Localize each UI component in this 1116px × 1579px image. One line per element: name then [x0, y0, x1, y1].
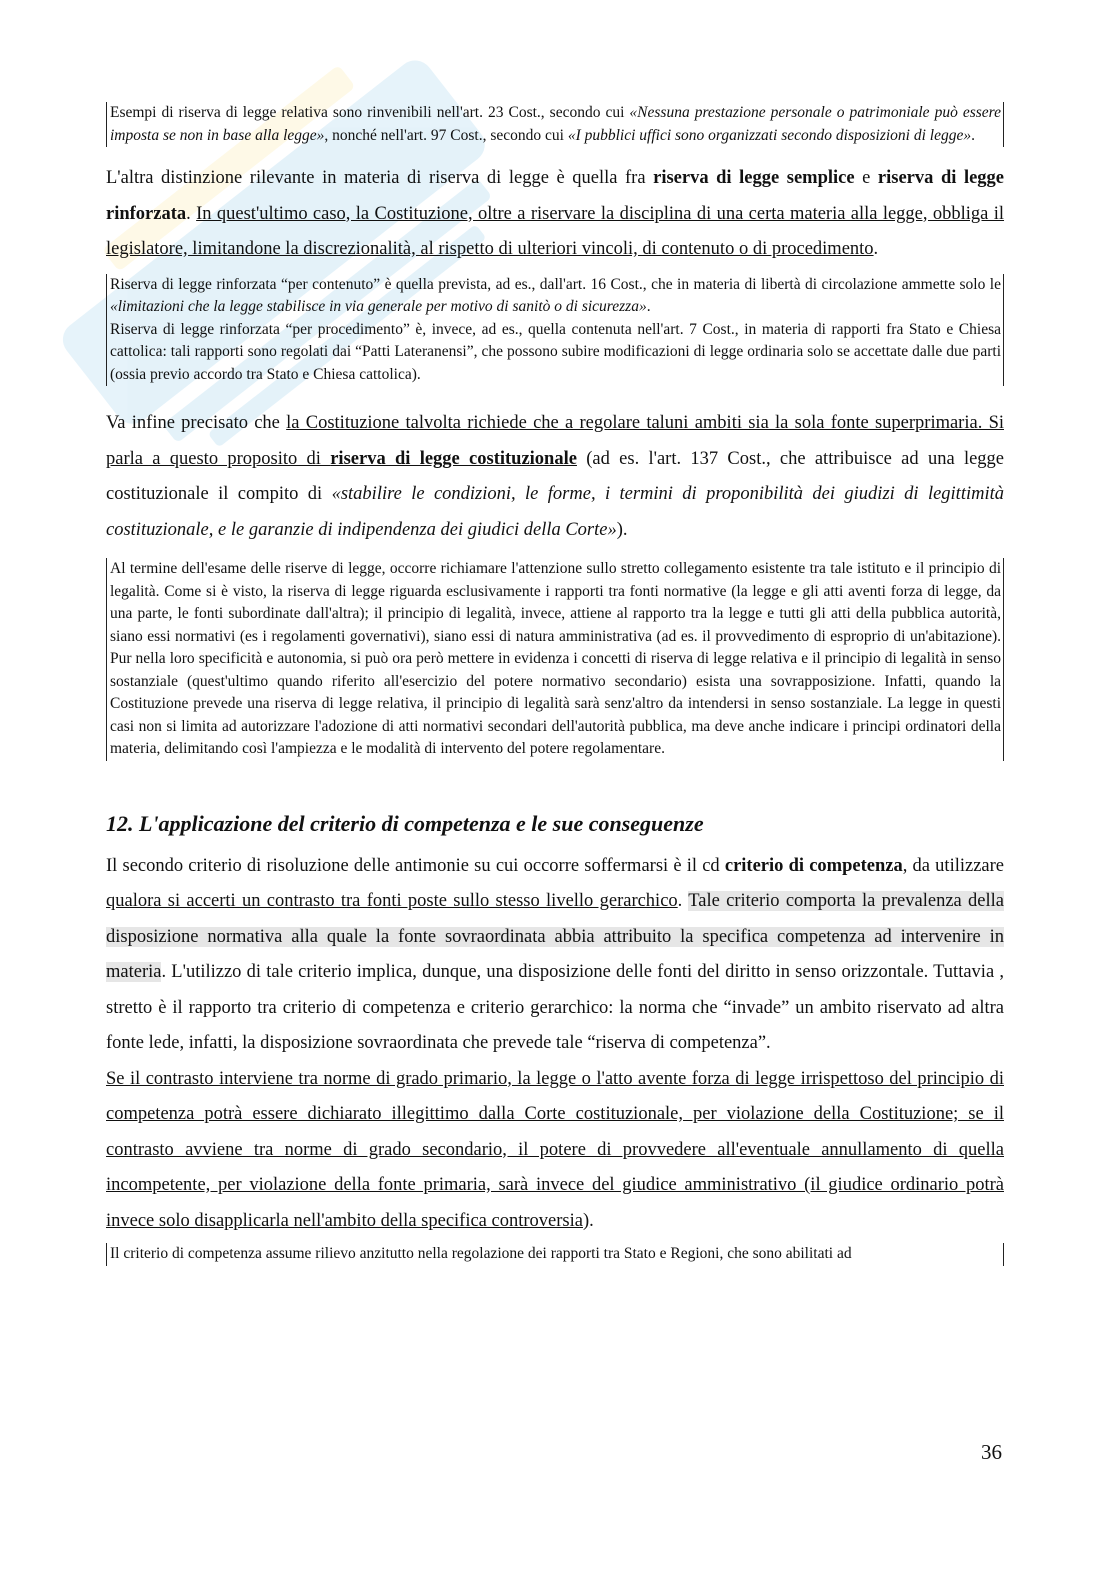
paragraph-riserva-rinforzata [106, 161, 1004, 268]
page-number: 36 [981, 1440, 1002, 1464]
note-line [110, 274, 1001, 319]
note-box-riserva-relativa [106, 102, 1004, 147]
highlighted-text: Tale criterio comporta la prevalenza della disposizione normativa alla quale la fonte sovraordinata abbia attribuito la specifica competenza ad intervenire in materia [106, 891, 1004, 982]
paragraph-contrasto [106, 1062, 1004, 1240]
text: . [677, 891, 689, 911]
text: , da utilizzare [902, 855, 1004, 876]
bold-term: criterio di competenza [724, 855, 903, 876]
underlined-text: In quest'ultimo caso, la Costituzione, oltre a riservare la disciplina di una certa materia alla legge, obbliga il legislatore, limitandone la discrezionalità, al rispetto di ulteriori vincoli, di contenuto o di procedimento [106, 203, 1005, 259]
text: , nonché nell'art. 97 Cost., secondo cui [324, 126, 568, 144]
quote: «I pubblici uffici sono organizzati secondo disposizioni di legge» [567, 126, 972, 144]
quote: «limitazioni che la legge stabilisce in via generale per motivo di sanitò o di sicurezza» [110, 298, 647, 315]
note-line: Riserva di legge rinforzata “per procedimento” è, invece, ad es., quella contenuta nell'art. 7 Cost., in materia di rapporti fra Stato e Chiesa cattolica: tali rapporti sono regolati dai “Patti Lateranensi”, che possono subire modificazioni di legge ordinaria solo se accettate dalle due parti (ossia previo accordo tra Stato e Chiesa cattolica). [110, 320, 1001, 383]
text: . L'utilizzo di tale criterio implica, dunque, una disposizione delle fonti del diritto in senso orizzontale. Tuttavia , stretto è il rapporto tra criterio di competenza e criterio gerarchico: la norma che “invade” un ambito riservato ad altra fonte lede, infatti, la disposizione sovraordinata che prevede tale “riserva di competenza”. [106, 962, 1004, 1053]
paragraph-criterio-competenza [106, 849, 1004, 1062]
text: ). [616, 519, 628, 540]
text: . [971, 126, 975, 144]
text: e [854, 168, 878, 188]
text: Il secondo criterio di risoluzione delle antimonie su cui occorre soffermarsi è il cd [106, 855, 725, 876]
text: Riserva di legge rinforzata “per contenuto” è quella prevista, ad es., dall'art. 16 Cost., che in materia di libertà di circolazione ammette solo le [110, 275, 1001, 293]
bold-term: riserva di legge semplice [653, 168, 855, 188]
note-box-stato-regioni: Il criterio di competenza assume rilievo anzitutto nella regolazione dei rapporti tra Stato e Regioni, che sono abilitati ad [106, 1243, 1004, 1266]
text: Va infine precisato che [106, 413, 287, 433]
quote: «Nessuna prestazione personale o patrimoniale può essere imposta se non in base alla legge» [110, 104, 1001, 144]
text: Esempi di riserva di legge relativa sono rinvenibili nell'art. 23 Cost., secondo cui [110, 104, 630, 121]
text: . [646, 298, 651, 315]
text: . [186, 203, 197, 224]
text: L'altra distinzione rilevante in materia di riserva di legge è quella fra [106, 168, 654, 188]
paragraph-riserva-costituzionale [106, 406, 1004, 548]
note-box-riserva-rinforzata [106, 274, 1004, 387]
bold-term: riserva di legge costituzionale [330, 448, 577, 469]
note-box-principio-legalita: Al termine dell'esame delle riserve di legge, occorre richiamare l'attenzione sullo stretto collegamento esistente tra tale istituto e il principio di legalità. Come si è visto, la riserva di legge riguarda esclusivamente i rapporti tra fonti normative (la legge e gli atti aventi forza di legge, da una parte, le fonti subordinate dall'altra); il principio di legalità, invece, attiene al rapporto tra la legge e tutti gli atti della pubblica autorità, siano essi normativi (es i regolamenti governativi), siano essi di natura amministrativa (ad es. il provvedimento di esproprio di un'abitazione). Pur nella loro specificità e autonomia, si può ora però mettere in evidenza i concetti di riserva di legge relativa e il principio di legalità in senso sostanziale (quest'ultimo quando riferito all'esercizio del potere normativo secondario) esista una sovrapposizione. Infatti, quando la Costituzione prevede una riserva di legge relativa, il principio di legalità sarà senz'altro da intendersi in senso sostanziale. La legge in questi casi non si limita ad autorizzare l'adozione di atti normativi secondari dell'autorità pubblica, ma deve anche indicare i principi ordinatori della materia, delimitando così l'ampiezza e le modalità di intervento del potere regolamentare. [106, 558, 1004, 761]
underlined-text: la Costituzione talvolta richiede che a regolare taluni ambiti sia la sola fonte superprimaria. Si parla a questo proposito di [106, 413, 1004, 469]
underlined-text: qualora si accerti un contrasto tra fonti poste sullo stesso livello gerarchico [106, 891, 678, 911]
quote: «stabilire le condizioni, le forme, i termini di proponibilità dei giudizi di legittimità costituzionale, e le garanzie di indipendenza dei giudici della Corte» [106, 484, 1004, 540]
underlined-text: Se il contrasto interviene tra norme di grado primario, la legge o l'atto avente forza di legge irrispettoso del principio di competenza potrà essere dichiarato illegittimo dalla Corte costituzionale, per violazione della Costituzione; se il contrasto avviene tra norme di grado secondario, il potere di provvedere all'eventuale annullamento di quella incompetente, per violazione della fonte primaria, sarà invece del giudice amministrativo (il giudice ordinario potrà invece solo disapplicarla nell'ambito della specifica controversia) [106, 1068, 1004, 1231]
page-content [106, 102, 1004, 1266]
section-heading: 12. L'applicazione del criterio di competenza e le sue conseguenze [106, 810, 704, 836]
text: . [589, 1210, 594, 1231]
text: . [873, 239, 879, 259]
bold-term: riserva di legge rinforzata [106, 168, 1005, 224]
text: (ad es. l'art. 137 Cost., che attribuisce ad una legge costituzionale il compito di [106, 448, 1004, 504]
